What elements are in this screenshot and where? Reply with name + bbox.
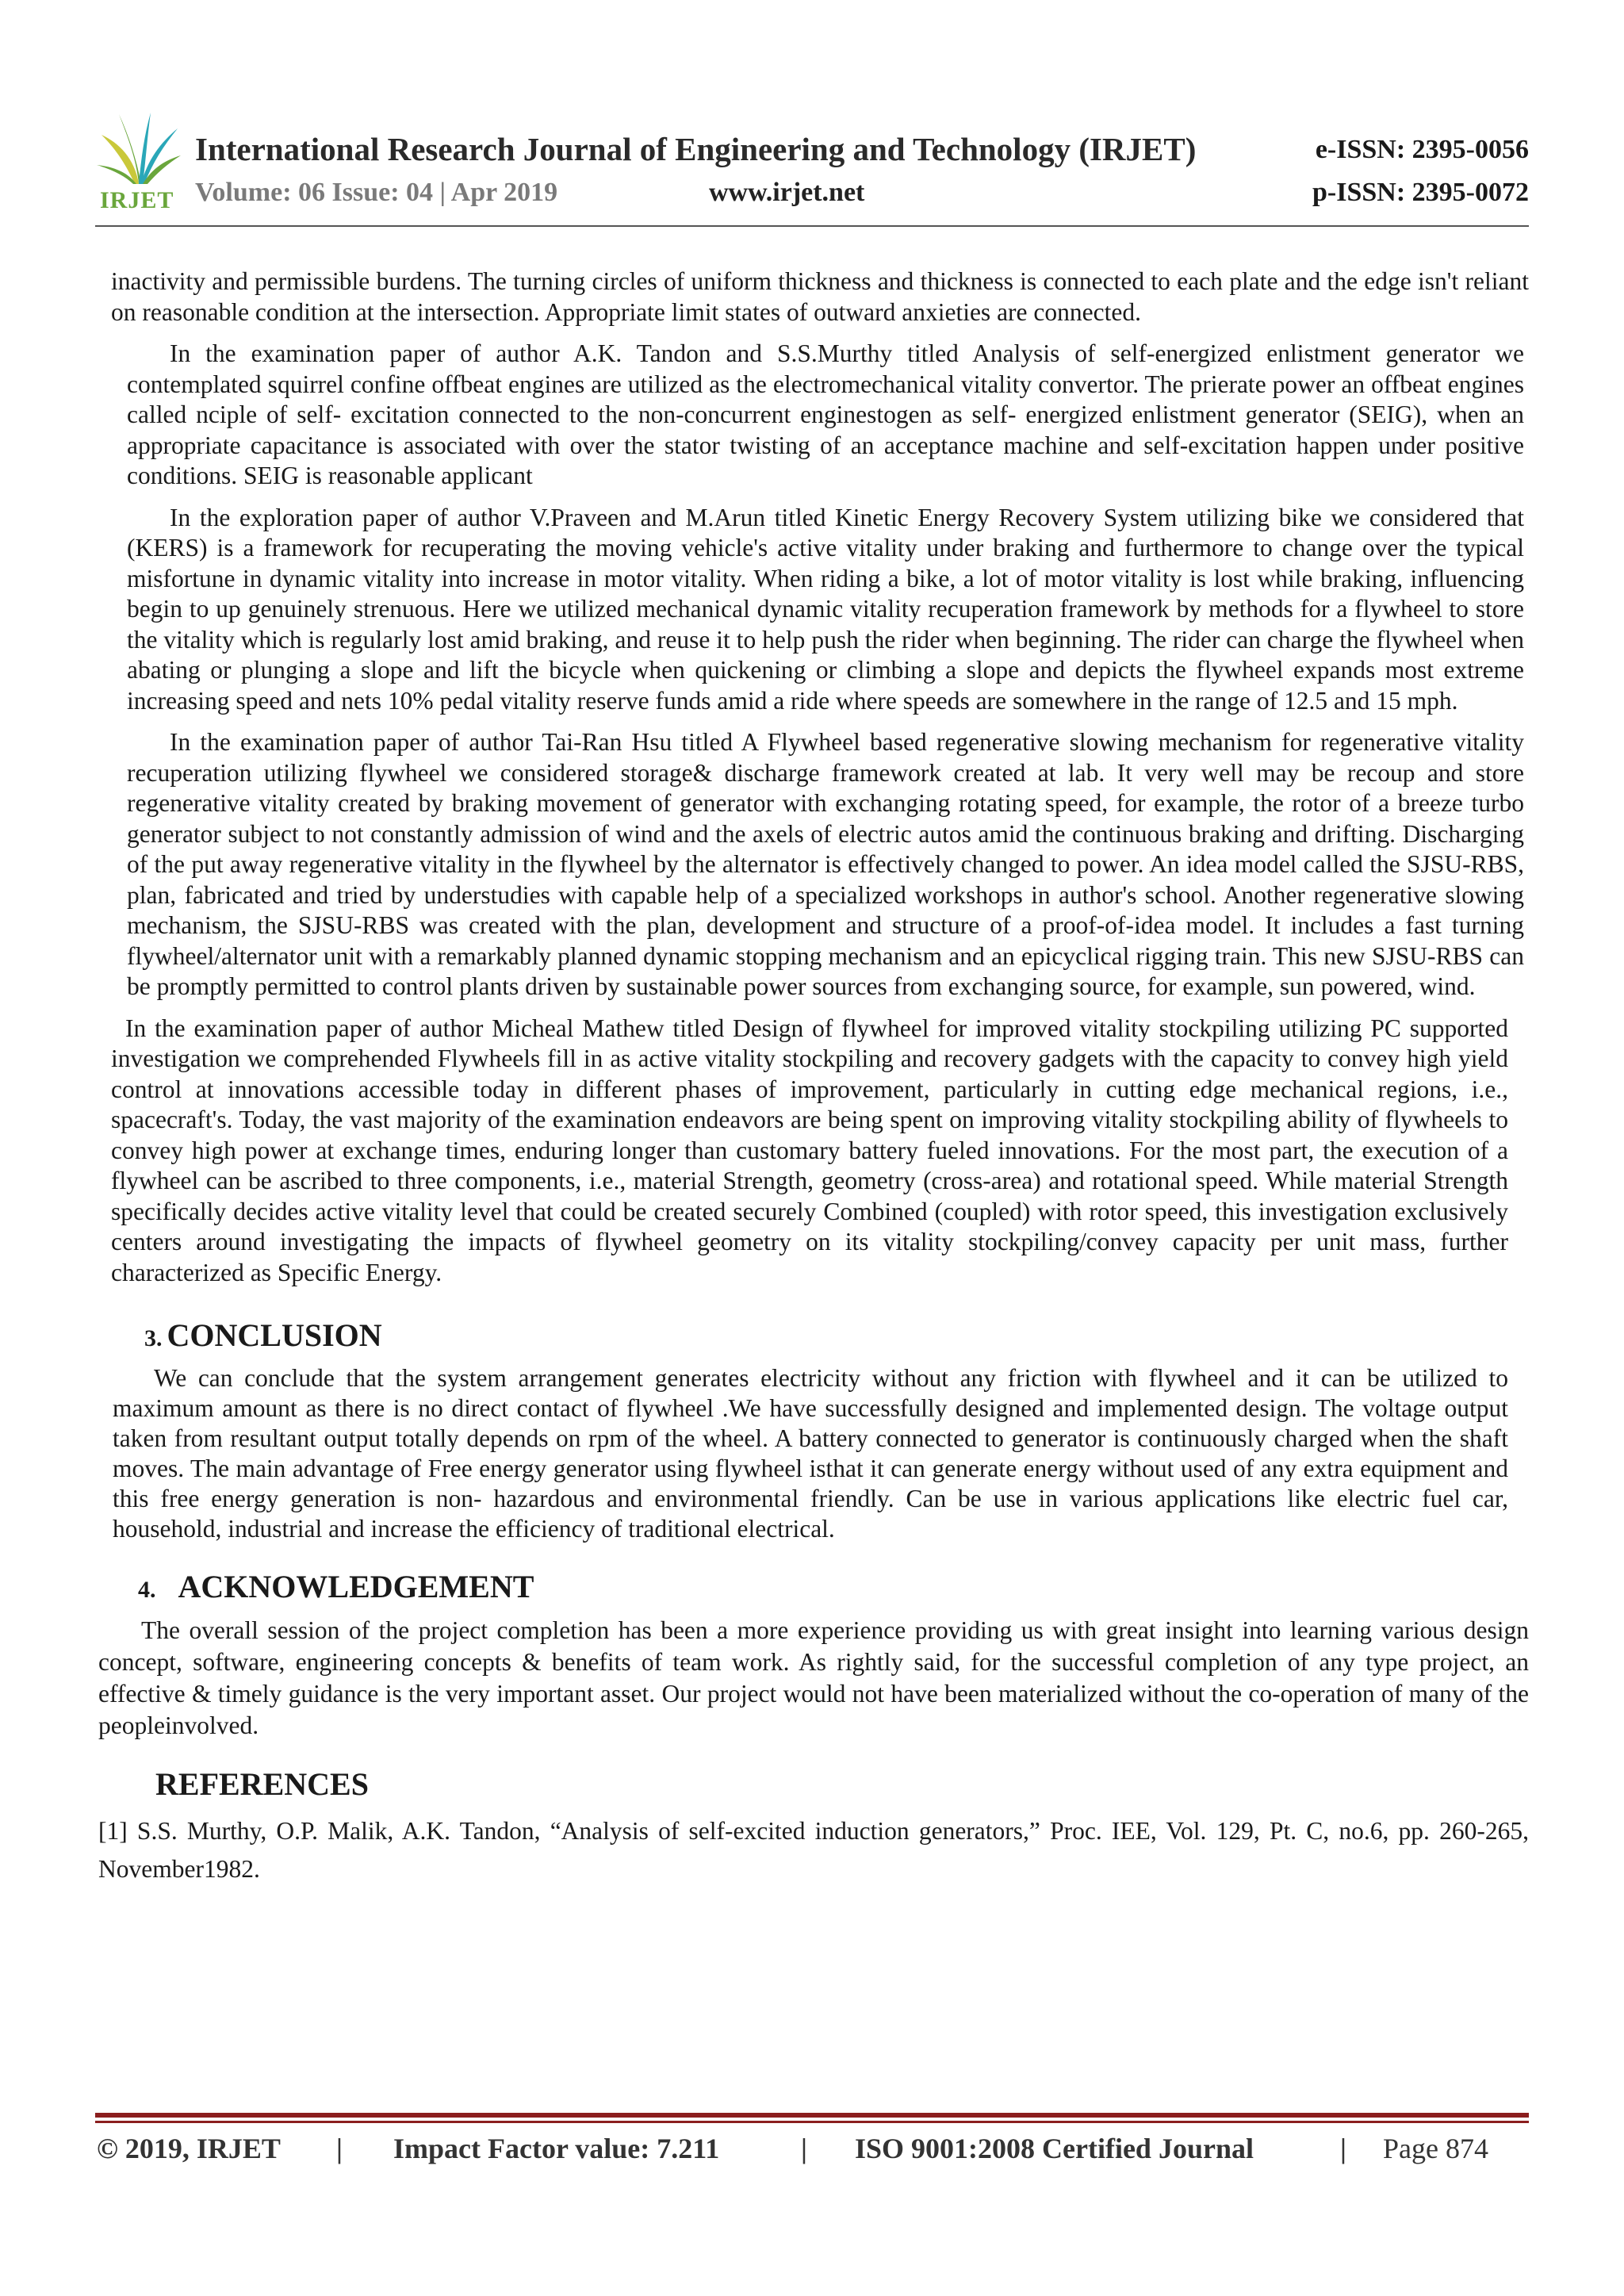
literature-review-block	[127, 339, 1524, 1002]
conclusion-heading	[144, 1317, 1529, 1354]
references-heading: REFERENCES	[155, 1766, 369, 1802]
footer-copyright: © 2019, IRJET	[97, 2133, 281, 2164]
e-issn: e-ISSN: 2395-0056	[1315, 135, 1529, 164]
leaf-logo-icon	[95, 111, 182, 190]
footer-separator: |	[1340, 2133, 1346, 2164]
logo-text: IRJET	[100, 187, 174, 213]
conclusion-number: 3.	[144, 1325, 163, 1351]
page-header	[95, 111, 1529, 230]
conclusion-text: We can conclude that the system arrangement generates electricity without any friction with flywheel and it can be utilized to maximum amount as there is no direct contact of flywheel .We have successfully designed and implemented design. The voltage output taken from resultant output totally depends on rpm of the wheel. A battery connected to generator is continuously charged when the shaft moves. The main advantage of Free energy generator using flywheel isthat it can generate energy without used of any extra equipment and this free energy generation is non- hazardous and environmental friendly. Can be use in various applications like electric fuel car, household, industrial and increase the efficiency of traditional electrical.	[113, 1364, 1508, 1543]
acknowledgement-text: The overall session of the project completion has been a more experience providing us with great insight into learning various design concept, software, engineering concepts & benefits of team work. As rightly said, for the successful completion of any type project, an effective & timely guidance is the very important asset. Our project would not have been materialized without the co-operation of many of the peopleinvolved.	[98, 1616, 1529, 1739]
header-divider	[95, 225, 1529, 227]
footer-separator: |	[336, 2133, 343, 2164]
footer-separator: |	[801, 2133, 807, 2164]
acknowledgement-number: 4.	[138, 1577, 156, 1603]
p-issn: p-ISSN: 2395-0072	[1312, 178, 1529, 207]
paragraph-praveen: In the exploration paper of author V.Praveen and M.Arun titled Kinetic Energy Recovery System utilizing bike we considered that (KERS) is a framework for recuperating the moving vehicle's active vitality under braking and furthermore to change over the typical misfortune in dynamic vitality into increase in motor vitality. When riding a bike, a lot of motor vitality is lost while braking, influencing begin to up genuinely strenuous. Here we utilized mechanical dynamic vitality recuperation framework by methods for a flywheel to store the vitality which is regularly lost amid braking, and reuse it to help push the rider when beginning. The rider can charge the flywheel when abating or plunging a slope and lift the bicycle when quickening or climbing a slope and depicts the flywheel expands most extreme increasing speed and nets 10% pedal vitality reserve funds amid a ride where speeds are somewhere in the range of 12.5 and 15 mph.	[127, 503, 1524, 715]
paragraph-continuation: inactivity and permissible burdens. The turning circles of uniform thickness and thickness is connected to each plate and the edge isn't reliant on reasonable condition at the intersection. Appropriate limit states of outward anxieties are connected.	[111, 267, 1529, 326]
article-body	[98, 266, 1529, 1888]
footer-rule-thin	[95, 2121, 1529, 2123]
paragraph-mathew: In the examination paper of author Micheal Mathew titled Design of flywheel for improved vitality stockpiling utilizing PC supported investigation we comprehended Flywheels fill in as active vitality stockpiling and recovery gadgets with the capacity to convey high yield control at innovations accessible today in different phases of improvement, particularly in cutting edge mechanical regions, i.e., spacecraft's. Today, the vast majority of the examination endeavors are being spent on improving vitality stockpiling ability of flywheels to convey high power at exchange times, enduring longer than customary battery fueled innovations. For the most part, the execution of a flywheel can be ascribed to three components, i.e., material Strength, geometry (cross-area) and rotational speed. While material Strength specifically decides active vitality level that could be created securely Combined (coupled) with rotor speed, this investigation exclusively centers around investigating the impacts of flywheel geometry on its vitality stockpiling/convey capacity per unit mass, further characterized as Specific Energy.	[111, 1014, 1508, 1286]
footer-impact-factor: Impact Factor value: 7.211	[393, 2133, 720, 2164]
footer-page-number: Page 874	[1383, 2133, 1488, 2164]
footer-rule-thick	[95, 2113, 1529, 2118]
volume-issue: Volume: 06 Issue: 04 | Apr 2019	[195, 178, 558, 207]
conclusion-title: CONCLUSION	[167, 1317, 382, 1353]
footer-iso: ISO 9001:2008 Certified Journal	[855, 2133, 1254, 2164]
journal-website[interactable]: www.irjet.net	[709, 178, 865, 207]
paragraph-hsu: In the examination paper of author Tai-Ran Hsu titled A Flywheel based regenerative slowing mechanism for regenerative vitality recuperation utilizing flywheel we considered storage& discharge framework created at lab. It very well may be recoup and store regenerative vitality created by braking movement of generator with exchanging rotating speed, for example, the rotor of a breeze turbo generator subject to not constantly admission of wind and the axels of electric autos amid the continuous braking and drifting. Discharging of the put away regenerative vitality in the flywheel by the alternator is effectively changed to power. An idea model called the SJSU-RBS, plan, fabricated and tried by understudies with capable help of a specialized workshops in author's school. Another regenerative slowing mechanism, the SJSU-RBS was created with the plan, development and structure of a proof-of-idea model. It includes a fast turning flywheel/alternator unit with a remarkably planned dynamic stopping mechanism and an epicyclical rigging train. This new SJSU-RBS can be promptly permitted to control plants driven by sustainable power sources from exchanging source, for example, sun powered, wind.	[127, 728, 1524, 1000]
acknowledgement-title: ACKNOWLEDGEMENT	[178, 1569, 534, 1604]
irjet-logo	[95, 111, 182, 214]
acknowledgement-heading	[138, 1568, 1529, 1605]
paragraph-tandon: In the examination paper of author A.K. Tandon and S.S.Murthy titled Analysis of self-energized enlistment generator we contemplated squirrel confine offbeat engines are utilized as the electromechanical vitality convertor. The prierate power an offbeat engines called nciple of self- excitation connected to the non-concurrent enginestogen as self- energized enlistment generator (SEIG), when an appropriate capacitance is associated with over the stator twisting of an acceptance machine and self-excitation happen under positive conditions. SEIG is reasonable applicant	[127, 339, 1524, 489]
reference-item: [1] S.S. Murthy, O.P. Malik, A.K. Tandon, “Analysis of self-excited induction generators,” Proc. IEE, Vol. 129, Pt. C, no.6, pp. 260-265, November1982.	[98, 1817, 1529, 1883]
journal-title: International Research Journal of Engineering and Technology (IRJET)	[195, 131, 1197, 167]
